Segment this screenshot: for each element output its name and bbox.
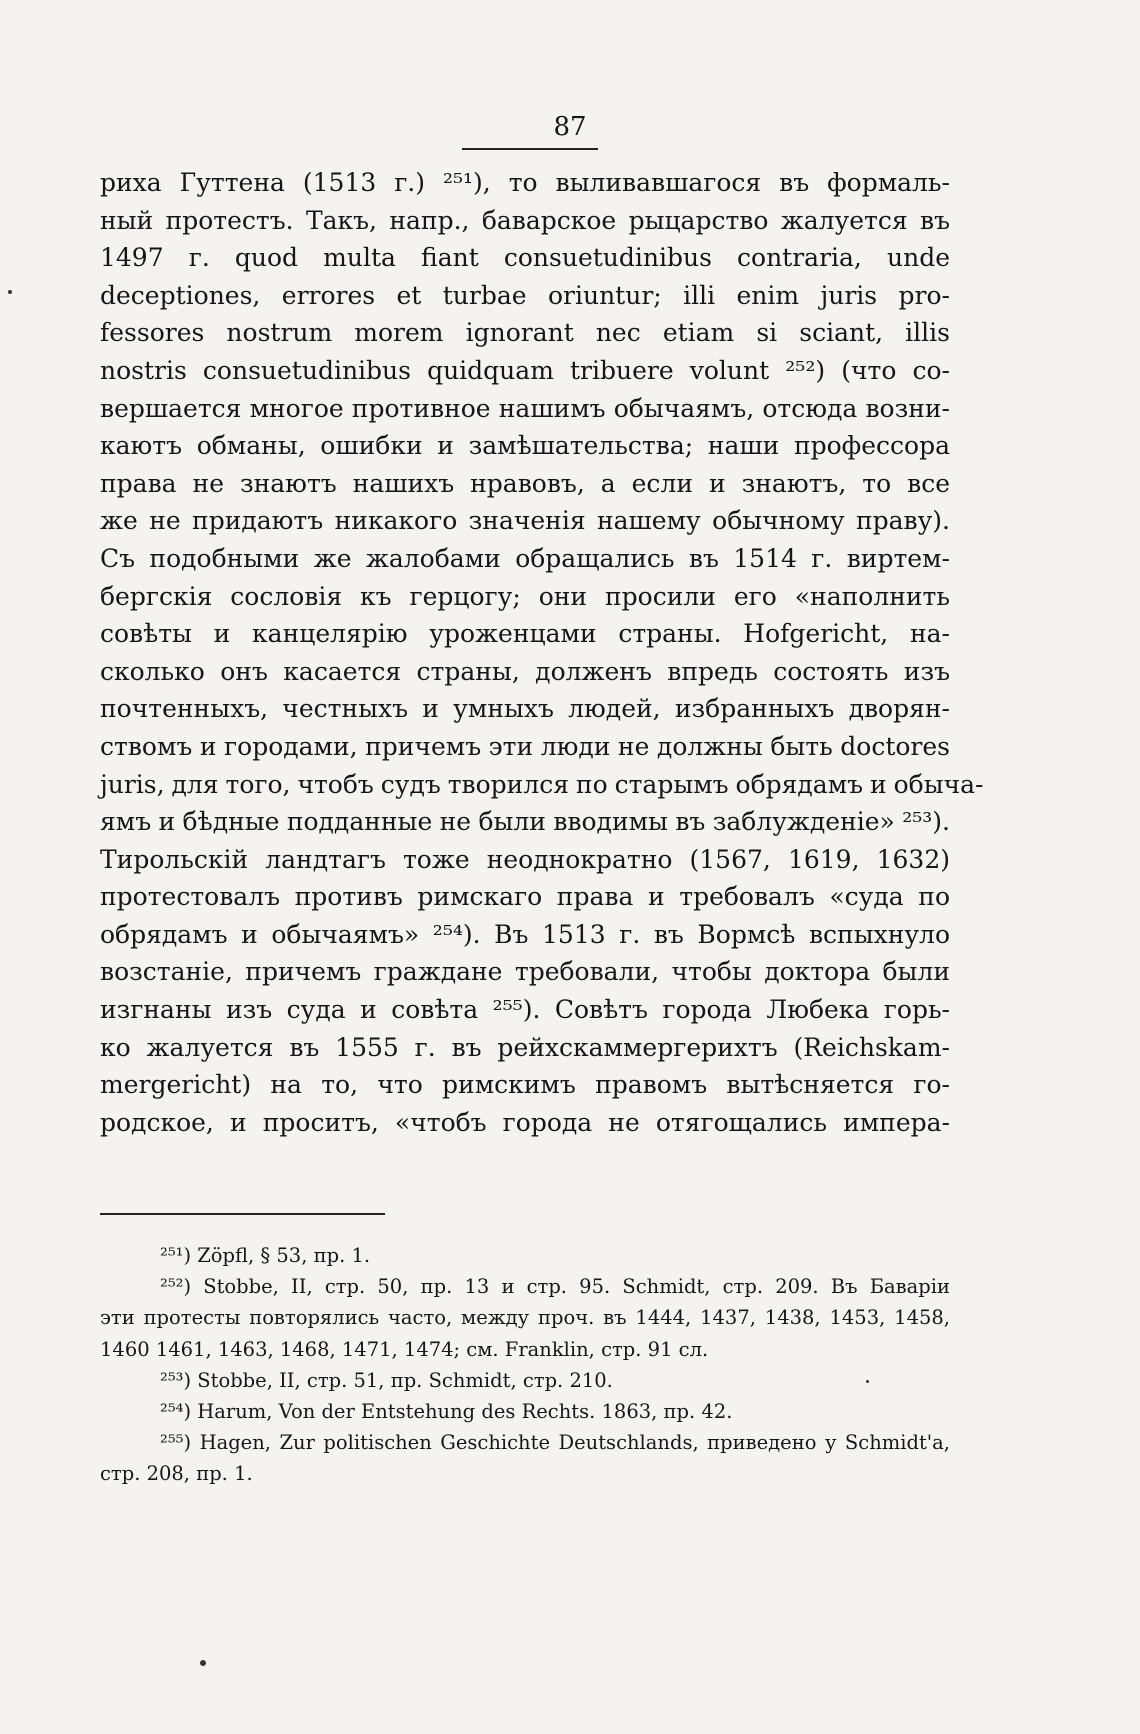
text-line: ко жалуется въ 1555 г. въ рейхскаммергерихтъ (Reichskam- (100, 1032, 950, 1062)
footnotes (100, 1240, 950, 1490)
scan-speck (8, 290, 12, 294)
text-line: ствомъ и городами, причемъ эти люди не должны быть doctores (100, 731, 950, 761)
main-text (100, 164, 984, 1141)
text-line: сколько онъ касается страны, долженъ впредь состоять изъ (100, 656, 950, 686)
text-line: изгнаны изъ суда и совѣта ²⁵⁵). Совѣтъ города Любека горь- (100, 995, 950, 1025)
text-line: nostris consuetudinibus quidquam tribuere volunt ²⁵²) (что со- (100, 355, 950, 385)
page-number-rule (462, 148, 598, 150)
footnote-line: ²⁵¹) Zöpfl, § 53, пр. 1. (160, 1244, 371, 1267)
footnote-line: ²⁵⁴) Harum, Von der Entstehung des Rechts. 1863, пр. 42. (160, 1399, 733, 1423)
text-line: вершается многое противное нашимъ обычаямъ, отсюда возни- (100, 393, 950, 423)
footnote-line: эти протесты повторялись часто, между проч. въ 1444, 1437, 1438, 1453, 1458, (100, 1306, 950, 1330)
text-line: протестовалъ противъ римскаго права и требовалъ «суда по (100, 882, 950, 912)
footnote-line: стр. 208, пр. 1. (100, 1462, 253, 1486)
text-line: права не знаютъ нашихъ нравовъ, а если и знаютъ, то все (100, 468, 950, 498)
scan-speck (866, 1380, 869, 1383)
text-line: почтенныхъ, честныхъ и умныхъ людей, избранныхъ дворян- (100, 694, 950, 724)
text-line: обрядамъ и обычаямъ» ²⁵⁴). Въ 1513 г. въ Вормсѣ вспыхнуло (100, 919, 950, 949)
footnote-line: ²⁵⁵) Hagen, Zur politischen Geschichte Deutschlands, приведено у Schmidt'a, (160, 1431, 950, 1455)
text-line: риха Гуттена (1513 г.) ²⁵¹), то выливавшагося въ формаль- (100, 168, 950, 197)
footnote-line: 1460 1461, 1463, 1468, 1471, 1474; см. Franklin, стр. 91 сл. (100, 1337, 709, 1361)
footnote-separator (100, 1213, 385, 1215)
text-line: же не придаютъ никакого значенія нашему обычному праву). (100, 506, 950, 536)
footnote-line: ²⁵²) Stobbe, II, стр. 50, пр. 13 и стр. 95. Schmidt, стр. 209. Въ Баваріи (160, 1275, 950, 1299)
text-line: 1497 г. quod multa fiant consuetudinibus contraria, unde (100, 243, 950, 273)
text-line: fessores nostrum morem ignorant nec etiam si sciant, illis (100, 318, 950, 348)
footnote-line: ²⁵³) Stobbe, II, стр. 51, пр. Schmidt, стр. 210. (160, 1368, 613, 1392)
text-line: совѣты и канцелярію уроженцами страны. Hofgericht, на- (100, 619, 950, 649)
text-line: бергскія сословія къ герцогу; они просили его «наполнить (100, 581, 950, 611)
page-number: 87 (553, 112, 587, 142)
scan-speck (200, 1660, 206, 1666)
text-line: Съ подобными же жалобами обращались въ 1514 г. виртем- (100, 543, 950, 573)
text-line: родское, и проситъ, «чтобъ города не отягощались импера- (100, 1107, 950, 1137)
text-line: ный протестъ. Такъ, напр., баварское рыцарство жалуется въ (100, 205, 950, 235)
text-line: каютъ обманы, ошибки и замѣшательства; наши профессора (100, 431, 950, 461)
text-line: ямъ и бѣдные подданные не были вводимы въ заблужденіе» ²⁵³). (100, 807, 950, 837)
text-line: возстаніе, причемъ граждане требовали, чтобы доктора были (100, 957, 950, 987)
text-line: Тирольскій ландтагъ тоже неоднократно (1567, 1619, 1632) (100, 844, 950, 874)
text-line: juris, для того, чтобъ судъ творился по старымъ обрядамъ и обыча- (100, 769, 984, 799)
text-line: deceptiones, errores et turbae oriuntur; illi enim juris pro- (100, 280, 950, 310)
text-line: mergericht) на то, что римскимъ правомъ вытѣсняется го- (100, 1070, 950, 1100)
